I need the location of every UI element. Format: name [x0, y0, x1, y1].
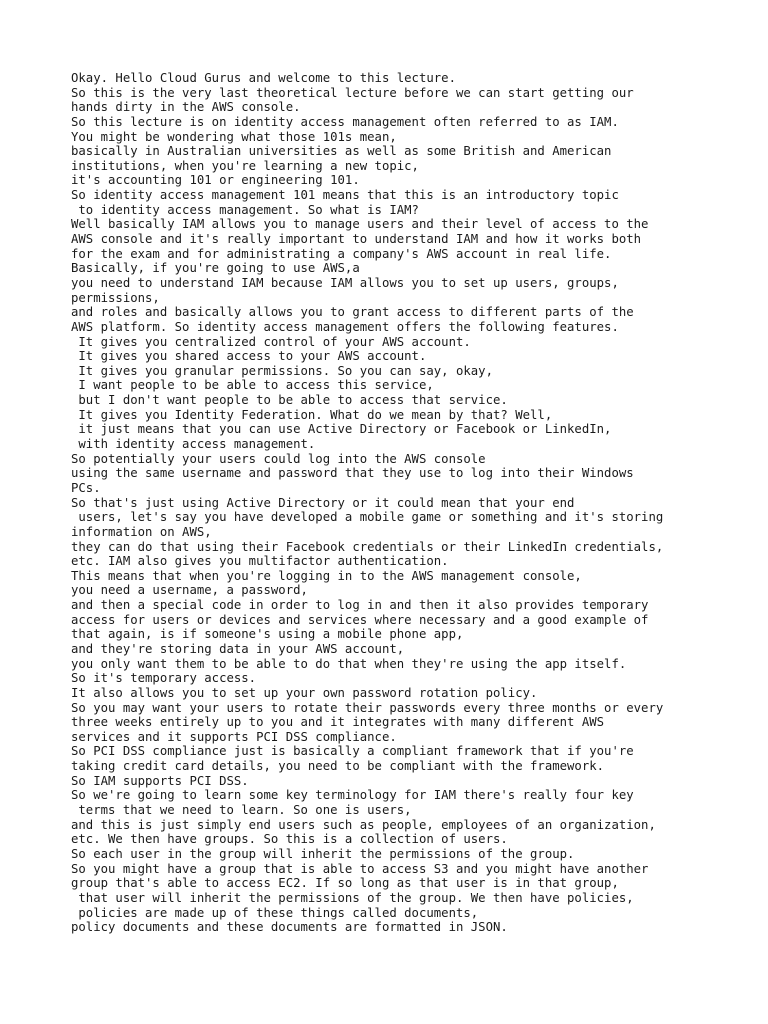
transcript-line: You might be wondering what those 101s mean,	[71, 129, 397, 144]
transcript-text	[71, 71, 691, 935]
transcript-line: hands dirty in the AWS console.	[71, 100, 301, 115]
transcript-line: you need a username, a password,	[71, 583, 308, 598]
transcript-line: etc. IAM also gives you multifactor authentication.	[71, 554, 449, 569]
transcript-line: terms that we need to learn. So one is users,	[71, 803, 412, 818]
transcript-line: and then a special code in order to log in and then it also provides temporary	[71, 598, 649, 613]
transcript-line: So we're going to learn some key terminology for IAM there's really four key	[71, 788, 634, 803]
transcript-line: and roles and basically allows you to grant access to different parts of the	[71, 305, 634, 320]
transcript-line: basically in Australian universities as well as some British and American	[71, 144, 612, 159]
transcript-line: taking credit card details, you need to be compliant with the framework.	[71, 759, 605, 774]
transcript-line: policy documents and these documents are formatted in JSON.	[71, 920, 508, 935]
transcript-line: you need to understand IAM because IAM allows you to set up users, groups,	[71, 275, 619, 290]
transcript-line: So IAM supports PCI DSS.	[71, 773, 249, 788]
transcript-line: access for users or devices and services where necessary and a good example of	[71, 612, 649, 627]
transcript-line: but I don't want people to be able to access that service.	[71, 393, 508, 408]
transcript-line: So that's just using Active Directory or it could mean that your end	[71, 495, 575, 510]
transcript-line: It also allows you to set up your own password rotation policy.	[71, 685, 538, 700]
transcript-line: it's accounting 101 or engineering 101.	[71, 173, 360, 188]
transcript-line: policies are made up of these things called documents,	[71, 905, 479, 920]
transcript-line: So this lecture is on identity access management often referred to as IAM.	[71, 114, 619, 129]
transcript-line: So this is the very last theoretical lecture before we can start getting our	[71, 85, 634, 100]
transcript-line: it just means that you can use Active Directory or Facebook or LinkedIn,	[71, 422, 612, 437]
transcript-line: information on AWS,	[71, 524, 212, 539]
transcript-line: users, let's say you have developed a mobile game or something and it's storing	[71, 510, 664, 525]
transcript-line: and this is just simply end users such as people, employees of an organization,	[71, 817, 656, 832]
transcript-line: they can do that using their Facebook credentials or their LinkedIn credentials,	[71, 539, 664, 554]
transcript-line: that user will inherit the permissions of the group. We then have policies,	[71, 890, 634, 905]
transcript-line: and they're storing data in your AWS account,	[71, 641, 405, 656]
transcript-line: institutions, when you're learning a new topic,	[71, 158, 419, 173]
transcript-line: group that's able to access EC2. If so long as that user is in that group,	[71, 876, 619, 891]
transcript-line: that again, is if someone's using a mobile phone app,	[71, 627, 464, 642]
transcript-line: three weeks entirely up to you and it integrates with many different AWS	[71, 715, 605, 730]
transcript-line: So it's temporary access.	[71, 671, 257, 686]
transcript-line: This means that when you're logging in to the AWS management console,	[71, 568, 582, 583]
transcript-line: Basically, if you're going to use AWS,a	[71, 261, 360, 276]
transcript-line: So potentially your users could log into the AWS console	[71, 451, 486, 466]
transcript-line: It gives you granular permissions. So you can say, okay,	[71, 363, 493, 378]
transcript-line: It gives you centralized control of your AWS account.	[71, 334, 471, 349]
transcript-line: So you might have a group that is able to access S3 and you might have another	[71, 861, 649, 876]
transcript-line: It gives you shared access to your AWS account.	[71, 349, 427, 364]
transcript-line: AWS platform. So identity access management offers the following features.	[71, 319, 619, 334]
transcript-line: So PCI DSS compliance just is basically a compliant framework that if you're	[71, 744, 634, 759]
transcript-line: you only want them to be able to do that when they're using the app itself.	[71, 656, 627, 671]
transcript-line: AWS console and it's really important to understand IAM and how it works both	[71, 232, 642, 247]
transcript-line: with identity access management.	[71, 437, 316, 452]
transcript-line: permissions,	[71, 290, 160, 305]
transcript-line: using the same username and password that they use to log into their Windows	[71, 466, 634, 481]
transcript-line: It gives you Identity Federation. What do we mean by that? Well,	[71, 407, 553, 422]
transcript-line: for the exam and for administrating a company's AWS account in real life.	[71, 246, 612, 261]
transcript-line: So you may want your users to rotate their passwords every three months or every	[71, 700, 664, 715]
transcript-line: etc. We then have groups. So this is a collection of users.	[71, 832, 508, 847]
transcript-line: Well basically IAM allows you to manage users and their level of access to the	[71, 217, 649, 232]
transcript-line: So identity access management 101 means that this is an introductory topic	[71, 188, 619, 203]
transcript-line: services and it supports PCI DSS compliance.	[71, 729, 397, 744]
transcript-line: PCs.	[71, 480, 101, 495]
transcript-line: I want people to be able to access this service,	[71, 378, 434, 393]
transcript-line: Okay. Hello Cloud Gurus and welcome to this lecture.	[71, 71, 456, 85]
transcript-line: So each user in the group will inherit the permissions of the group.	[71, 846, 575, 861]
transcript-line: to identity access management. So what is IAM?	[71, 202, 419, 217]
